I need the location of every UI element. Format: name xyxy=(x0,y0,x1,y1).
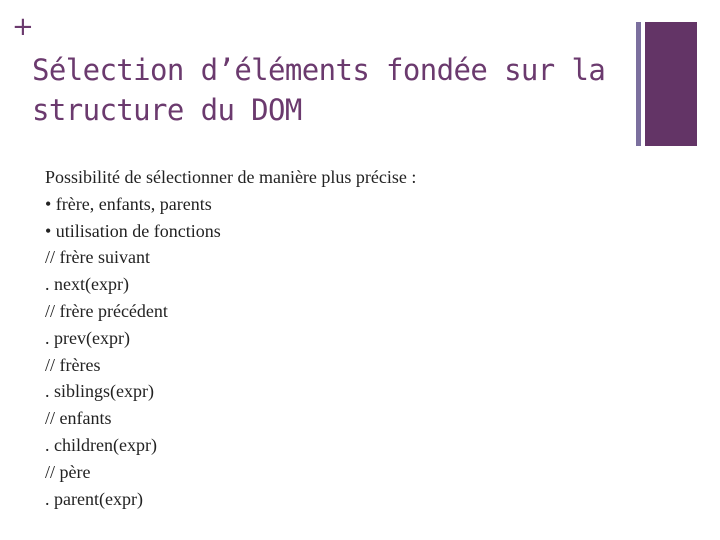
code-line: . children(expr) xyxy=(45,434,157,455)
bullet-item: • utilisation de fonctions xyxy=(45,220,221,241)
code-comment: // frères xyxy=(45,354,101,375)
code-comment: // frère suivant xyxy=(45,247,150,268)
slide-body xyxy=(45,164,645,512)
slide-title xyxy=(32,50,622,130)
title-line-2: structure du DOM xyxy=(32,93,302,127)
code-comment: // frère précédent xyxy=(45,300,168,321)
decorative-thin-bar xyxy=(636,22,641,146)
title-line-1: Sélection d’éléments fondée sur la xyxy=(32,53,606,87)
code-comment: // père xyxy=(45,461,91,482)
decorative-thick-bar xyxy=(645,22,697,146)
code-line: . prev(expr) xyxy=(45,327,130,348)
bullet-item: • frère, enfants, parents xyxy=(45,193,212,214)
code-comment: // enfants xyxy=(45,408,112,429)
plus-icon: + xyxy=(12,12,34,42)
code-line: . parent(expr) xyxy=(45,488,143,509)
body-intro: Possibilité de sélectionner de manière plus précise : xyxy=(45,167,417,187)
code-line: . siblings(expr) xyxy=(45,381,154,402)
code-line: . next(expr) xyxy=(45,274,129,295)
